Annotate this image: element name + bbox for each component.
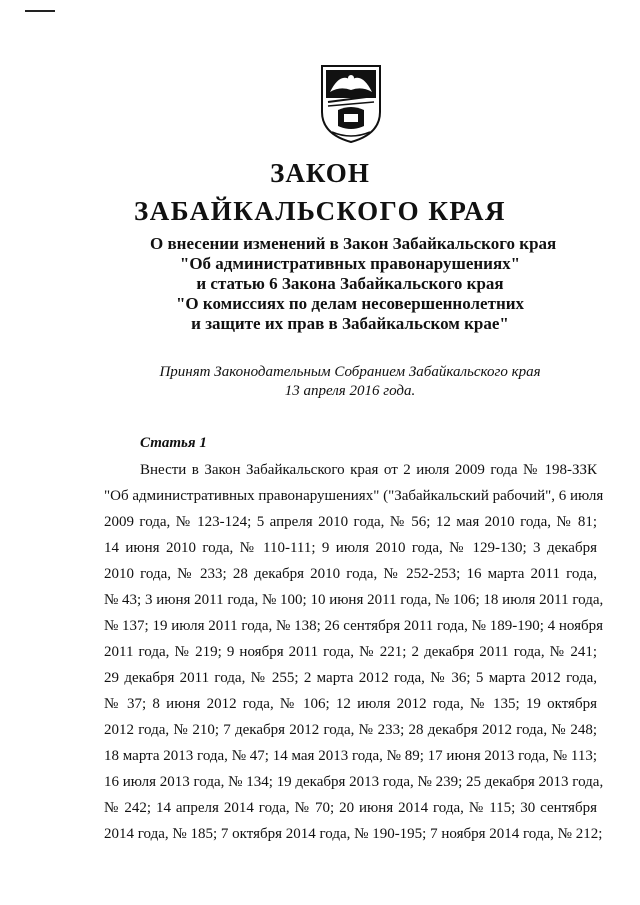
body-line: Внести в Закон Забайкальского края от 2 июля 2009 года № 198-ЗЗК — [140, 462, 597, 478]
body-line: 2014 года, № 185; 7 октября 2014 года, № 190-195; 7 ноября 2014 года, № 212; — [104, 826, 603, 842]
body-line: 2009 года, № 123-124; 5 апреля 2010 года, № 56; 12 мая 2010 года, № 81; — [104, 514, 597, 530]
body-line: 14 июня 2010 года, № 110-111; 9 июля 2010 года, № 129-130; 3 декабря — [104, 540, 597, 556]
body-line: "Об административных правонарушениях" ("Забайкальский рабочий", 6 июля — [104, 488, 604, 504]
adoption-date: 13 апреля 2016 года. — [284, 383, 416, 399]
body-line: № 242; 14 апреля 2014 года, № 70; 20 июня 2014 года, № 115; 30 сентября — [104, 800, 597, 816]
scan-corner-mark — [25, 10, 55, 12]
subtitle-line: и статью 6 Закона Забайкальского края — [196, 274, 504, 293]
article-heading: Статья 1 — [140, 435, 207, 451]
subtitle-line: "Об административных правонарушениях" — [179, 254, 521, 273]
law-region: ЗАБАЙКАЛЬСКОГО КРАЯ — [134, 196, 506, 226]
body-line: 2012 года, № 210; 7 декабря 2012 года, № 233; 28 декабря 2012 года, № 248; — [104, 722, 597, 738]
body-line: № 43; 3 июня 2011 года, № 100; 10 июня 2011 года, № 106; 18 июля 2011 года, — [104, 592, 604, 608]
coat-of-arms-icon — [318, 62, 384, 144]
body-line: 18 марта 2013 года, № 47; 14 мая 2013 года, № 89; 17 июня 2013 года, № 113; — [104, 748, 597, 764]
body-line: 2010 года, № 233; 28 декабря 2010 года, № 252-253; 16 марта 2011 года, — [104, 566, 597, 582]
subtitle-line: "О комиссиях по делам несовершеннолетних — [175, 294, 525, 313]
subtitle-line: и защите их прав в Забайкальском крае" — [191, 314, 509, 333]
subtitle-line: О внесении изменений в Закон Забайкальского края — [150, 234, 557, 253]
body-line: № 137; 19 июля 2011 года, № 138; 26 сентября 2011 года, № 189-190; 4 ноября — [104, 618, 604, 634]
body-line: 29 декабря 2011 года, № 255; 2 марта 2012 года, № 36; 5 марта 2012 года, — [104, 670, 597, 686]
body-line: № 37; 8 июня 2012 года, № 106; 12 июля 2012 года, № 135; 19 октября — [104, 696, 597, 712]
adoption-note — [130, 363, 570, 401]
body-line: 2011 года, № 219; 9 ноября 2011 года, № 221; 2 декабря 2011 года, № 241; — [104, 644, 597, 660]
article-body — [104, 457, 604, 847]
law-title: ЗАКОН — [270, 158, 370, 188]
body-line: 16 июля 2013 года, № 134; 19 декабря 2013 года, № 239; 25 декабря 2013 года, — [104, 774, 604, 790]
adoption-line: Принят Законодательным Собранием Забайкальского края — [159, 364, 541, 380]
law-subtitle — [150, 234, 557, 334]
